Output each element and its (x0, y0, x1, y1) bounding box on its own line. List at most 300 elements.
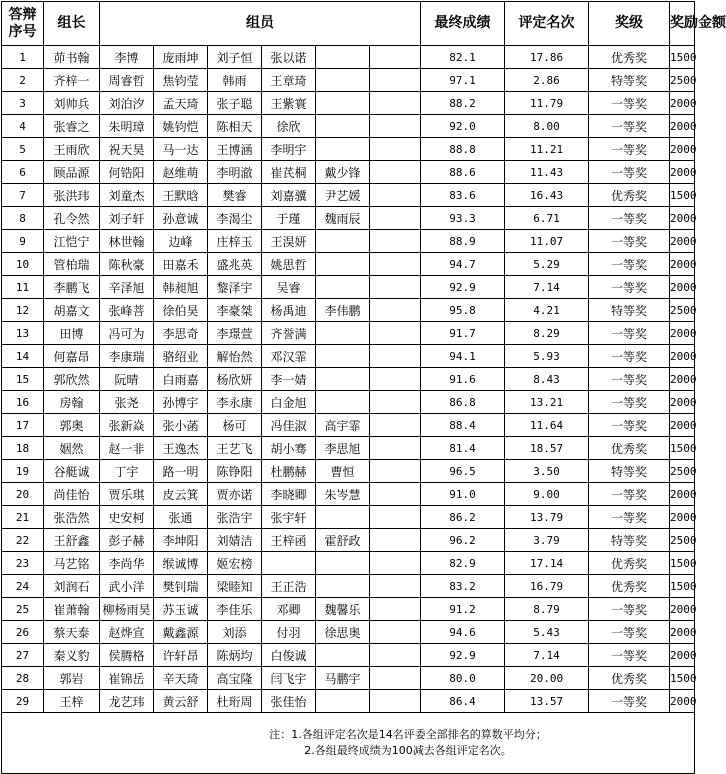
seq-cell: 25 (2, 598, 44, 621)
member-cell: 樊睿 (208, 184, 262, 207)
level-cell: 一等奖 (589, 115, 670, 138)
score-cell: 96.5 (421, 460, 505, 483)
blank-cell (370, 276, 421, 299)
seq-cell: 23 (2, 552, 44, 575)
seq-cell: 15 (2, 368, 44, 391)
member-cell: 崔锦岳 (100, 667, 154, 690)
member-cell: 孙意诚 (154, 207, 208, 230)
rank-cell: 11.79 (505, 92, 589, 115)
seq-cell: 2 (2, 69, 44, 92)
member-cell: 王梓函 (262, 529, 316, 552)
table-row (2, 276, 695, 299)
rank-cell: 3.79 (505, 529, 589, 552)
reward-cell: 1500 (670, 575, 695, 598)
member-cell: 张通 (154, 506, 208, 529)
member-cell (316, 138, 370, 161)
level-cell: 特等奖 (589, 529, 670, 552)
leader-cell: 江恺宁 (44, 230, 100, 253)
member-cell: 白俊诚 (262, 644, 316, 667)
rank-cell: 9.00 (505, 483, 589, 506)
leader-cell: 郭岩 (44, 667, 100, 690)
member-cell: 黄云舒 (154, 690, 208, 713)
leader-cell: 尚佳怡 (44, 483, 100, 506)
member-cell: 于瑾 (262, 207, 316, 230)
table-row (2, 184, 695, 207)
reward-cell: 2000 (670, 506, 695, 529)
seq-cell: 27 (2, 644, 44, 667)
level-cell: 特等奖 (589, 69, 670, 92)
member-cell (262, 552, 316, 575)
member-cell: 苏玉诚 (154, 598, 208, 621)
member-cell: 陈相天 (208, 115, 262, 138)
table-row (2, 391, 695, 414)
score-cell: 97.1 (421, 69, 505, 92)
member-cell: 朱明璋 (100, 115, 154, 138)
score-cell: 92.9 (421, 644, 505, 667)
member-cell: 贾亦诺 (208, 483, 262, 506)
member-cell: 龙艺玮 (100, 690, 154, 713)
member-cell: 冯可为 (100, 322, 154, 345)
member-cell: 缑诚博 (154, 552, 208, 575)
member-cell: 徐思奥 (316, 621, 370, 644)
member-cell: 侯腾格 (100, 644, 154, 667)
header-leader: 组长 (44, 2, 100, 46)
level-cell: 一等奖 (589, 276, 670, 299)
member-cell: 李明澈 (208, 161, 262, 184)
results-table (1, 1, 726, 774)
leader-cell: 张洪玮 (44, 184, 100, 207)
member-cell: 张子聪 (208, 92, 262, 115)
blank-cell (370, 161, 421, 184)
blank-cell (370, 138, 421, 161)
member-cell: 张新焱 (100, 414, 154, 437)
leader-cell: 马艺铭 (44, 552, 100, 575)
table-row (2, 230, 695, 253)
reward-cell: 2000 (670, 230, 695, 253)
table-row (2, 621, 695, 644)
score-cell: 93.3 (421, 207, 505, 230)
member-cell: 白金旭 (262, 391, 316, 414)
member-cell (316, 230, 370, 253)
table-row (2, 115, 695, 138)
table-row (2, 552, 695, 575)
reward-cell: 1500 (670, 552, 695, 575)
member-cell: 梁睦知 (208, 575, 262, 598)
member-cell: 孟天琦 (154, 92, 208, 115)
member-cell: 李思奇 (154, 322, 208, 345)
rank-cell: 11.64 (505, 414, 589, 437)
member-cell: 许轩昂 (154, 644, 208, 667)
member-cell: 杜珩周 (208, 690, 262, 713)
blank-cell (370, 345, 421, 368)
member-cell: 李伟鹏 (316, 299, 370, 322)
member-cell: 陈炳均 (208, 644, 262, 667)
member-cell: 赵维萌 (154, 161, 208, 184)
member-cell: 李渴尘 (208, 207, 262, 230)
reward-cell: 2500 (670, 299, 695, 322)
blank-cell (370, 322, 421, 345)
level-cell: 优秀奖 (589, 552, 670, 575)
score-cell: 82.9 (421, 552, 505, 575)
rank-cell: 8.43 (505, 368, 589, 391)
rank-cell: 5.29 (505, 253, 589, 276)
member-cell: 李永康 (208, 391, 262, 414)
member-cell: 彭子赫 (100, 529, 154, 552)
seq-cell: 26 (2, 621, 44, 644)
blank-cell (370, 483, 421, 506)
score-cell: 88.8 (421, 138, 505, 161)
reward-cell: 2000 (670, 115, 695, 138)
rank-cell: 4.21 (505, 299, 589, 322)
reward-cell: 2000 (670, 598, 695, 621)
seq-cell: 17 (2, 414, 44, 437)
leader-cell: 刘润石 (44, 575, 100, 598)
score-cell: 88.6 (421, 161, 505, 184)
member-cell (316, 506, 370, 529)
score-cell: 83.2 (421, 575, 505, 598)
score-cell: 91.7 (421, 322, 505, 345)
blank-cell (370, 115, 421, 138)
member-cell: 刘泊汐 (100, 92, 154, 115)
member-cell (316, 644, 370, 667)
member-cell: 邓汉霏 (262, 345, 316, 368)
member-cell: 王紫寰 (262, 92, 316, 115)
member-cell: 魏雨辰 (316, 207, 370, 230)
member-cell: 黎泽宇 (208, 276, 262, 299)
reward-cell: 2500 (670, 69, 695, 92)
score-cell: 81.4 (421, 437, 505, 460)
table-row (2, 506, 695, 529)
blank-cell (370, 598, 421, 621)
member-cell: 林世翰 (100, 230, 154, 253)
score-cell: 92.0 (421, 115, 505, 138)
header-rank: 评定名次 (505, 2, 589, 46)
member-cell: 李康瑞 (100, 345, 154, 368)
reward-cell: 1500 (670, 667, 695, 690)
reward-cell: 2000 (670, 414, 695, 437)
level-cell: 一等奖 (589, 598, 670, 621)
score-cell: 86.8 (421, 391, 505, 414)
member-cell (316, 276, 370, 299)
seq-cell: 29 (2, 690, 44, 713)
member-cell: 王默晗 (154, 184, 208, 207)
member-cell: 白雨嘉 (154, 368, 208, 391)
rank-cell: 6.71 (505, 207, 589, 230)
table-row (2, 69, 695, 92)
score-cell: 83.6 (421, 184, 505, 207)
blank-cell (370, 529, 421, 552)
header-seq-line2: 序号 (8, 23, 37, 40)
reward-cell: 2000 (670, 207, 695, 230)
level-cell: 优秀奖 (589, 667, 670, 690)
level-cell: 一等奖 (589, 644, 670, 667)
member-cell: 邓卿 (262, 598, 316, 621)
level-cell: 一等奖 (589, 161, 670, 184)
rank-cell: 5.43 (505, 621, 589, 644)
member-cell: 戴少锋 (316, 161, 370, 184)
member-cell: 胡小骞 (262, 437, 316, 460)
member-cell: 冯佳淑 (262, 414, 316, 437)
seq-cell: 21 (2, 506, 44, 529)
leader-cell: 王雨欣 (44, 138, 100, 161)
member-cell: 王章琦 (262, 69, 316, 92)
reward-cell: 1500 (670, 437, 695, 460)
score-cell: 96.2 (421, 529, 505, 552)
member-cell: 李坤阳 (154, 529, 208, 552)
score-cell: 91.2 (421, 598, 505, 621)
level-cell: 一等奖 (589, 391, 670, 414)
score-cell: 95.8 (421, 299, 505, 322)
table-row (2, 161, 695, 184)
member-cell: 杜鹏赫 (262, 460, 316, 483)
member-cell: 祝天昊 (100, 138, 154, 161)
score-cell: 86.4 (421, 690, 505, 713)
score-cell: 94.6 (421, 621, 505, 644)
rank-cell: 7.14 (505, 644, 589, 667)
leader-cell: 房翰 (44, 391, 100, 414)
blank-cell (370, 460, 421, 483)
score-cell: 88.2 (421, 92, 505, 115)
seq-cell: 20 (2, 483, 44, 506)
reward-cell: 2000 (670, 138, 695, 161)
member-cell: 柳杨雨昊 (100, 598, 154, 621)
header-members: 组员 (100, 2, 421, 46)
seq-cell: 10 (2, 253, 44, 276)
leader-cell: 齐梓一 (44, 69, 100, 92)
member-cell: 刘嘉骥 (262, 184, 316, 207)
member-cell: 姚钧恺 (154, 115, 208, 138)
seq-cell: 5 (2, 138, 44, 161)
level-cell: 特等奖 (589, 460, 670, 483)
member-cell: 刘子轩 (100, 207, 154, 230)
header-level: 奖级 (589, 2, 670, 46)
level-cell: 优秀奖 (589, 184, 670, 207)
seq-cell: 1 (2, 46, 44, 69)
note-line-2: 2.各组最终成绩为100减去各组评定名次。 (304, 744, 512, 757)
member-cell: 姬宏榜 (208, 552, 262, 575)
member-cell: 路一明 (154, 460, 208, 483)
member-cell: 张尧 (100, 391, 154, 414)
blank-cell (370, 92, 421, 115)
member-cell: 张小菡 (154, 414, 208, 437)
reward-cell: 2000 (670, 92, 695, 115)
member-cell: 李明宇 (262, 138, 316, 161)
member-cell: 李一婧 (262, 368, 316, 391)
rank-cell: 17.14 (505, 552, 589, 575)
rank-cell: 8.00 (505, 115, 589, 138)
table-row (2, 46, 695, 69)
member-cell: 史安柯 (100, 506, 154, 529)
member-cell: 李佳乐 (208, 598, 262, 621)
member-cell: 李豪桀 (208, 299, 262, 322)
member-cell: 孙博宇 (154, 391, 208, 414)
member-cell: 庞雨坤 (154, 46, 208, 69)
blank-cell (370, 552, 421, 575)
leader-cell: 秦义豹 (44, 644, 100, 667)
member-cell: 韩昶旭 (154, 276, 208, 299)
table-row (2, 644, 695, 667)
member-cell: 高宝隆 (208, 667, 262, 690)
leader-cell: 郭欣然 (44, 368, 100, 391)
leader-cell: 李鹏飞 (44, 276, 100, 299)
leader-cell: 田博 (44, 322, 100, 345)
level-cell: 一等奖 (589, 368, 670, 391)
level-cell: 一等奖 (589, 322, 670, 345)
member-cell: 尹艺媛 (316, 184, 370, 207)
table-row (2, 207, 695, 230)
header-final-score: 最终成绩 (421, 2, 505, 46)
note-cell (2, 713, 695, 774)
score-cell: 91.0 (421, 483, 505, 506)
member-cell: 张以诺 (262, 46, 316, 69)
table-row (2, 299, 695, 322)
member-cell: 周睿哲 (100, 69, 154, 92)
seq-cell: 24 (2, 575, 44, 598)
table-body (2, 46, 695, 713)
member-cell: 盛兆英 (208, 253, 262, 276)
member-cell: 贾乐琪 (100, 483, 154, 506)
leader-cell: 王舒鑫 (44, 529, 100, 552)
reward-cell: 2000 (670, 161, 695, 184)
seq-cell: 8 (2, 207, 44, 230)
leader-cell: 孔令然 (44, 207, 100, 230)
header-seq (2, 2, 44, 46)
member-cell: 辛天琦 (154, 667, 208, 690)
level-cell: 一等奖 (589, 207, 670, 230)
level-cell: 特等奖 (589, 299, 670, 322)
leader-cell: 蔡天泰 (44, 621, 100, 644)
member-cell: 丁宇 (100, 460, 154, 483)
blank-cell (370, 667, 421, 690)
member-cell: 辛泽旭 (100, 276, 154, 299)
blank-cell (370, 368, 421, 391)
note-line-1: 注：1.各组评定名次是14名评委全部排名的算数平均分； (269, 728, 547, 741)
header-seq-line1: 答辩 (8, 6, 37, 23)
member-cell: 朱岑慧 (316, 483, 370, 506)
member-cell: 田嘉禾 (154, 253, 208, 276)
member-cell (316, 368, 370, 391)
seq-cell: 16 (2, 391, 44, 414)
member-cell: 姚思哲 (262, 253, 316, 276)
member-cell: 霍舒政 (316, 529, 370, 552)
member-cell (316, 46, 370, 69)
leader-cell: 姻然 (44, 437, 100, 460)
seq-cell: 3 (2, 92, 44, 115)
member-cell: 赵烨宣 (100, 621, 154, 644)
level-cell: 一等奖 (589, 483, 670, 506)
seq-cell: 11 (2, 276, 44, 299)
blank-cell (370, 506, 421, 529)
reward-cell: 2000 (670, 483, 695, 506)
rank-cell: 17.86 (505, 46, 589, 69)
blank-cell (370, 575, 421, 598)
blank-cell (370, 230, 421, 253)
leader-cell: 谷艇诚 (44, 460, 100, 483)
member-cell: 付羽 (262, 621, 316, 644)
reward-cell: 2000 (670, 690, 695, 713)
score-cell: 91.6 (421, 368, 505, 391)
seq-cell: 4 (2, 115, 44, 138)
leader-cell: 郭奥 (44, 414, 100, 437)
leader-cell: 刘帅兵 (44, 92, 100, 115)
seq-cell: 12 (2, 299, 44, 322)
leader-cell: 茆书翰 (44, 46, 100, 69)
member-cell (316, 69, 370, 92)
blank-cell (370, 46, 421, 69)
member-cell: 赵一非 (100, 437, 154, 460)
blank-cell (370, 207, 421, 230)
seq-cell: 19 (2, 460, 44, 483)
member-cell (316, 391, 370, 414)
seq-cell: 28 (2, 667, 44, 690)
rank-cell: 7.14 (505, 276, 589, 299)
table-row (2, 460, 695, 483)
rank-cell: 18.57 (505, 437, 589, 460)
reward-cell: 2000 (670, 368, 695, 391)
table-row (2, 483, 695, 506)
member-cell (316, 253, 370, 276)
member-cell: 李思旭 (316, 437, 370, 460)
member-cell: 曹恒 (316, 460, 370, 483)
table-row (2, 92, 695, 115)
member-cell (316, 690, 370, 713)
score-cell: 86.2 (421, 506, 505, 529)
leader-cell: 胡嘉文 (44, 299, 100, 322)
blank-cell (370, 391, 421, 414)
reward-cell: 2000 (670, 253, 695, 276)
member-cell (316, 322, 370, 345)
member-cell: 高宇霏 (316, 414, 370, 437)
blank-cell (370, 690, 421, 713)
member-cell: 李尚华 (100, 552, 154, 575)
member-cell: 陈铮阳 (208, 460, 262, 483)
seq-cell: 22 (2, 529, 44, 552)
table-row (2, 667, 695, 690)
table-row (2, 138, 695, 161)
table-row (2, 368, 695, 391)
reward-cell: 2000 (670, 391, 695, 414)
member-cell (316, 115, 370, 138)
level-cell: 一等奖 (589, 138, 670, 161)
member-cell: 刘婧洁 (208, 529, 262, 552)
table-row (2, 529, 695, 552)
header-reward: 奖励金额 (670, 2, 695, 46)
rank-cell: 16.79 (505, 575, 589, 598)
leader-cell: 王梓 (44, 690, 100, 713)
blank-cell (370, 644, 421, 667)
leader-cell: 张浩然 (44, 506, 100, 529)
level-cell: 一等奖 (589, 414, 670, 437)
score-cell: 94.1 (421, 345, 505, 368)
member-cell: 陈秋豪 (100, 253, 154, 276)
member-cell: 武小洋 (100, 575, 154, 598)
member-cell: 马鹏宇 (316, 667, 370, 690)
member-cell: 皮云箕 (154, 483, 208, 506)
reward-cell: 2500 (670, 460, 695, 483)
blank-cell (370, 299, 421, 322)
seq-cell: 13 (2, 322, 44, 345)
table-row (2, 575, 695, 598)
score-cell: 88.9 (421, 230, 505, 253)
member-cell: 李博 (100, 46, 154, 69)
seq-cell: 7 (2, 184, 44, 207)
table-row (2, 414, 695, 437)
rank-cell: 13.57 (505, 690, 589, 713)
rank-cell: 11.43 (505, 161, 589, 184)
member-cell: 边峰 (154, 230, 208, 253)
rank-cell: 11.21 (505, 138, 589, 161)
member-cell: 齐誉满 (262, 322, 316, 345)
